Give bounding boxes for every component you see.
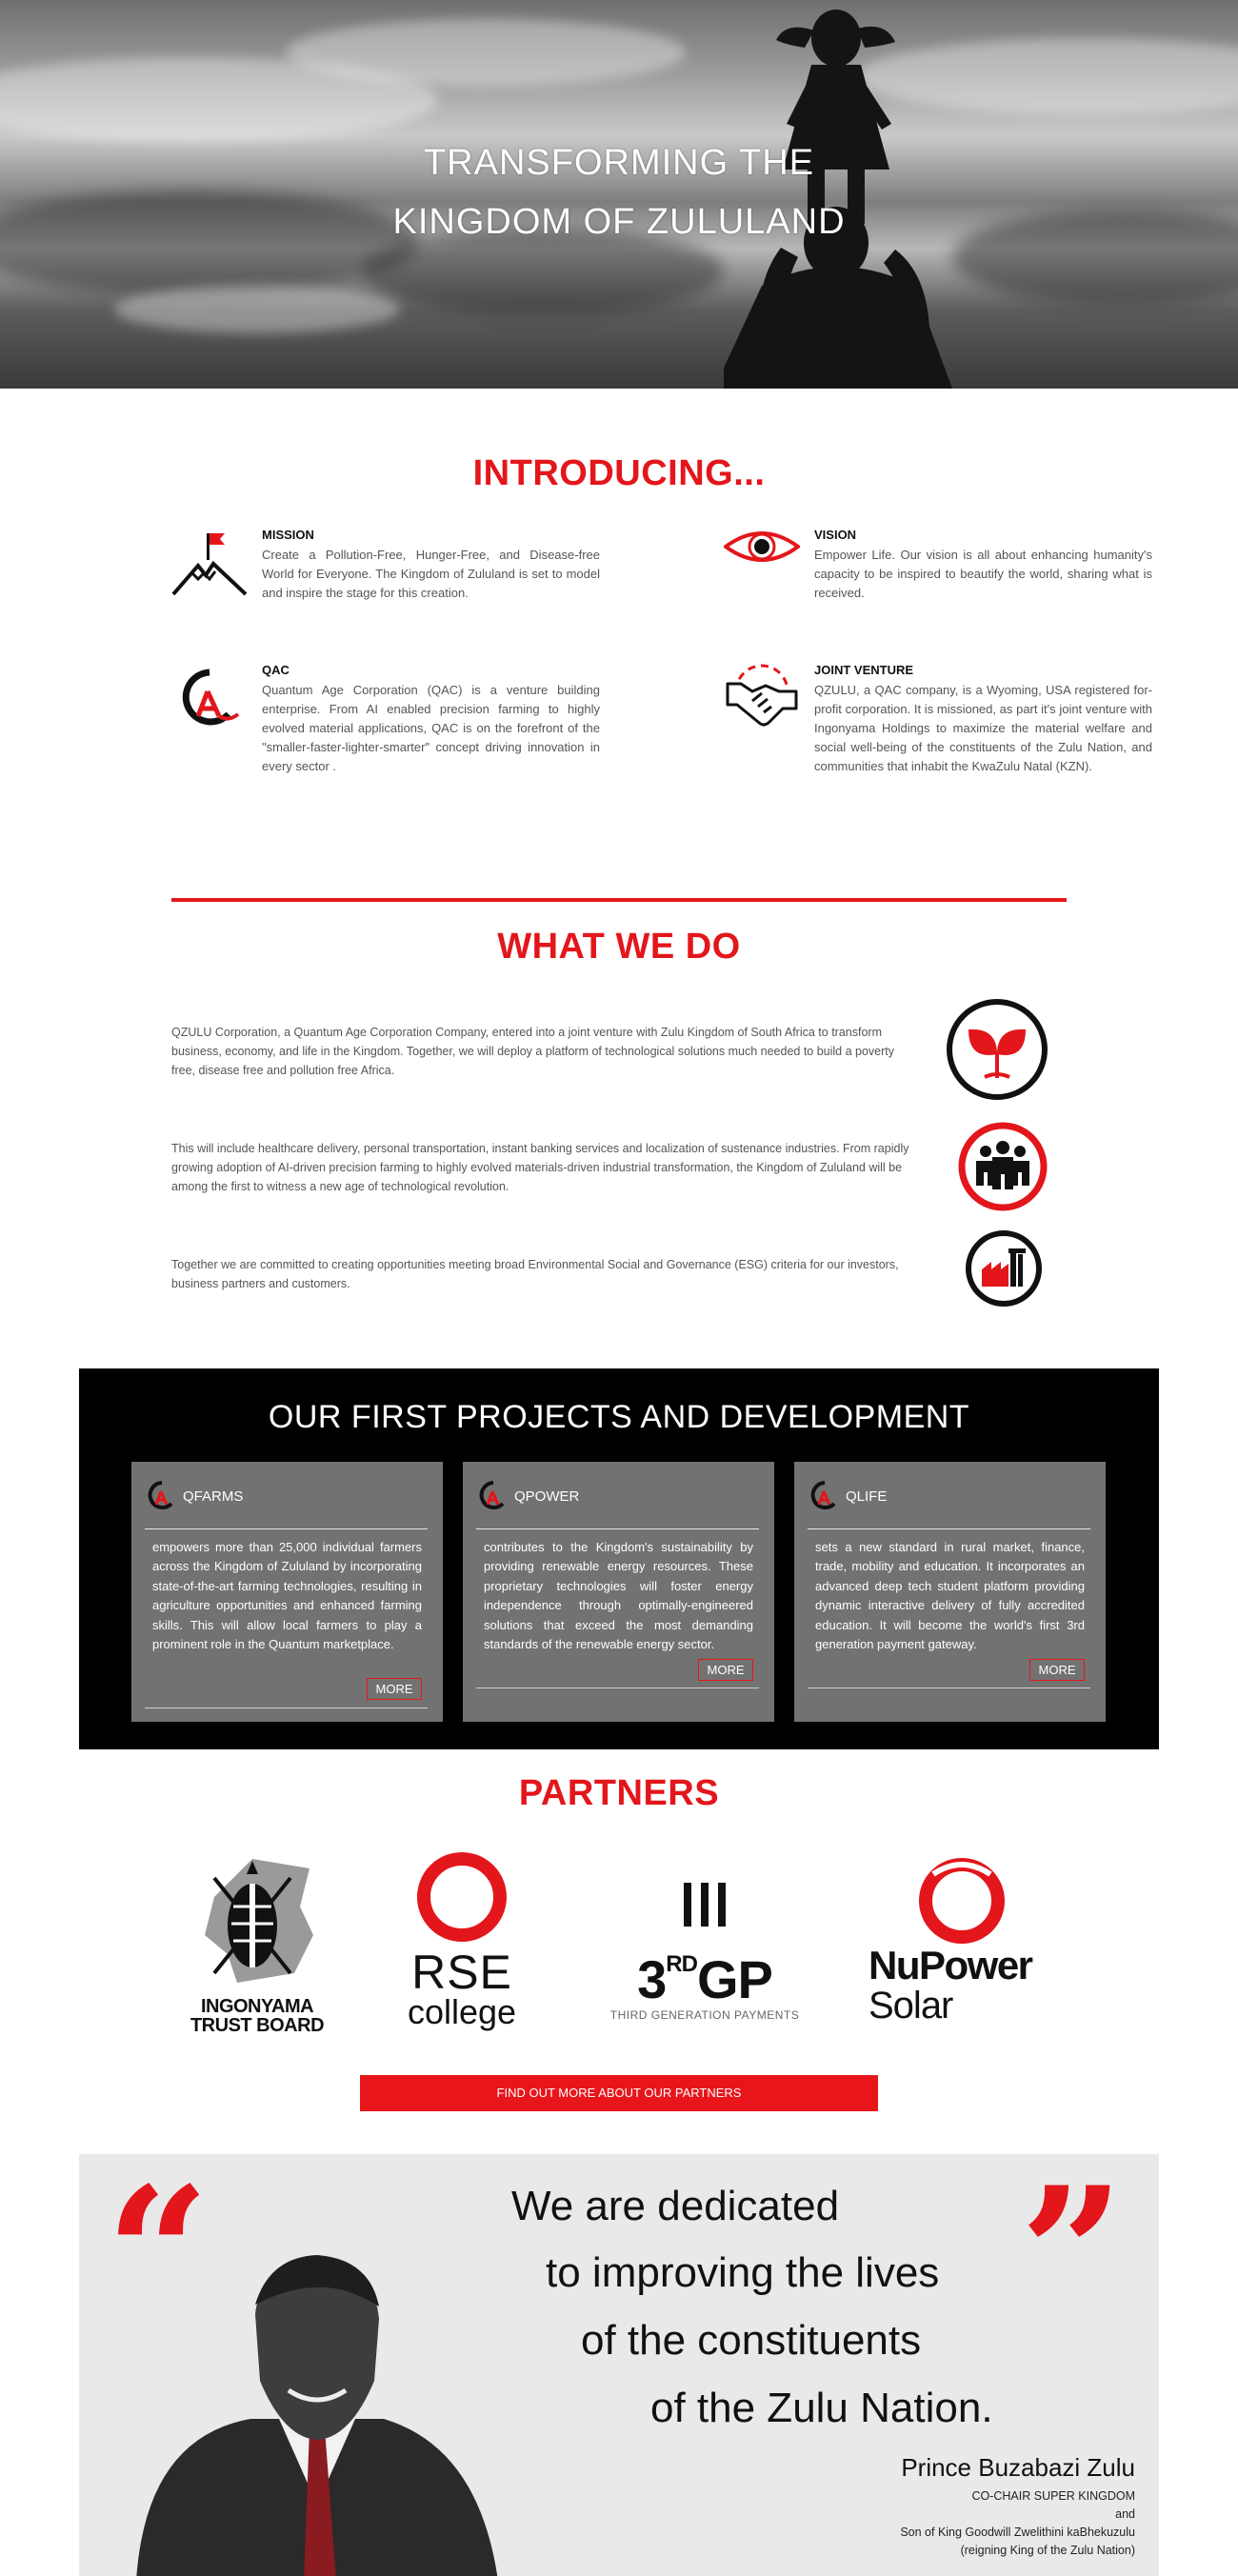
three-bars-icon	[676, 1881, 733, 1928]
ingonyama-line-2: TRUST BOARD	[190, 2015, 325, 2036]
3rdgp-tagline: THIRD GENERATION PAYMENTS	[609, 2008, 800, 2022]
3rdgp-wordmark	[600, 1936, 809, 2008]
hero-banner	[0, 0, 1238, 389]
qac-heading: QAC	[262, 663, 290, 677]
mission-heading: MISSION	[262, 528, 314, 542]
projects-section	[79, 1368, 1159, 1749]
partners-title: PARTNERS	[518, 1773, 720, 1813]
quote-line-4: of the Zulu Nation.	[650, 2385, 993, 2431]
author-and: and	[1115, 2507, 1135, 2521]
introducing-title: INTRODUCING...	[472, 453, 766, 493]
quote-section	[79, 2154, 1159, 2576]
leaf-icon	[945, 997, 1049, 1102]
qac-text: Quantum Age Corporation (QAC) is a venture building enterprise. From AI enabled precision farming to highly evolved material applications, QAC is on the forefront of the "smaller-faster-lighter-smarter" concept driving innovation in every sector .	[262, 683, 600, 773]
qlife-text: sets a new standard in rural market, finance, trade, mobility and education. It incorporates an advanced deep tech student platform providing dynamic interactive delivery of fully accredited education. It will become the world's first 3rd generation payment gateway.	[815, 1540, 1085, 1652]
vision-heading: VISION	[814, 528, 857, 542]
hero-title-line-1: TRANSFORMING THE	[423, 143, 815, 183]
author-relation: Son of King Goodwill Zwelithini kaBhekuzulu	[900, 2526, 1135, 2539]
qpower-name: QPOWER	[514, 1488, 580, 1505]
qpower-more-button[interactable]: MORE	[698, 1659, 753, 1681]
nupower-swirl-icon	[914, 1855, 1009, 1946]
what-we-do-paragraph-2: This will include healthcare delivery, personal transportation, instant banking services and localization of sustenance industries. From rapidly growing adoption of AI-driven precision farming to highly evolved materials-driven industrial transformation, the Kingdom of Zululand will be among the first to witness a new age of technological revolution.	[171, 1142, 909, 1193]
joint-venture-heading: JOINT VENTURE	[814, 663, 914, 677]
what-we-do-title: WHAT WE DO	[497, 927, 741, 967]
qlife-more-button[interactable]: MORE	[1029, 1659, 1085, 1681]
mountain-flag-icon	[171, 528, 248, 604]
hero-title-line-2: KINGDOM OF ZULULAND	[392, 202, 846, 242]
qpower-header	[476, 1477, 579, 1515]
rse-college-logo[interactable]	[390, 1849, 533, 2040]
author-role: CO-CHAIR SUPER KINGDOM	[971, 2489, 1135, 2503]
3rdgp-sup: RD	[666, 1951, 697, 1977]
author-relation-note: (reigning King of the Zulu Nation)	[960, 2544, 1135, 2557]
qlife-header	[808, 1477, 887, 1515]
qac-logo-icon	[145, 1479, 179, 1513]
hero-title	[0, 133, 1238, 251]
author-name: Prince Buzabazi Zulu	[901, 2453, 1135, 2482]
qfarms-more-button[interactable]: MORE	[367, 1678, 422, 1700]
project-card-qfarms	[131, 1462, 443, 1722]
joint-venture-text: QZULU, a QAC company, is a Wyoming, USA registered for-profit corporation. It is missioned, as part it's joint venture with Ingonyama Holdings to maximize the material welfare and social well-being of the constituents of the Zulu Nation, and communities that inhabit the KwaZulu Natal (KZN).	[814, 683, 1152, 773]
close-quote-mark: ”	[1020, 2154, 1125, 2360]
quote-author	[900, 2451, 1135, 2560]
mission-text: Create a Pollution-Free, Hunger-Free, and Disease-free World for Everyone. The Kingdom of Zululand is set to model and inspire the stage for this creation.	[262, 548, 600, 600]
qfarms-name: QFARMS	[183, 1488, 244, 1505]
rse-wordmark: RSE	[411, 1946, 512, 1999]
card-divider	[808, 1687, 1090, 1688]
quote-line-2: to improving the lives	[546, 2249, 940, 2296]
qlife-name: QLIFE	[846, 1488, 888, 1505]
qfarms-header	[145, 1477, 243, 1515]
3rdgp-number: 3	[637, 1949, 667, 2009]
nupower-wordmark: NuPower	[869, 1943, 1032, 1987]
card-divider	[145, 1528, 428, 1529]
card-divider	[808, 1528, 1090, 1529]
3rdgp-gp: GP	[696, 1949, 772, 2009]
projects-title: OUR FIRST PROJECTS AND DEVELOPMENT	[268, 1399, 970, 1435]
quote-line-3: of the constituents	[581, 2317, 922, 2364]
quote-line-1: We are dedicated	[511, 2183, 840, 2229]
section-divider	[171, 898, 1067, 902]
open-quote-mark: “	[106, 2154, 210, 2360]
nupower-solar-logo[interactable]	[869, 1855, 1059, 2036]
qfarms-text: empowers more than 25,000 individual farmers across the Kingdom of Zululand by incorporating state-of-the-art farming technologies, resulting in agriculture opportunities and enhanced farming skills. This will allow local farmers to play a prominent role in the Quantum marketplace.	[152, 1540, 422, 1652]
qac-logo-icon	[476, 1479, 510, 1513]
project-card-qpower	[463, 1462, 774, 1722]
rse-ring-icon	[414, 1849, 509, 1945]
ingonyama-wordmark	[186, 1997, 329, 2035]
card-divider	[476, 1687, 759, 1688]
what-we-do-paragraph-1: QZULU Corporation, a Quantum Age Corporation Company, entered into a joint venture with Zulu Kingdom of South Africa to transform business, economy, and life in the Kingdom. Together, we will deploy a platform of technological solutions much needed to build a poverty free, disease free and pollution free Africa.	[171, 1026, 895, 1077]
solar-wordmark: Solar	[869, 1985, 953, 2027]
ingonyama-line-1: INGONYAMA	[200, 1996, 314, 2017]
community-icon	[957, 1121, 1048, 1212]
project-card-qlife	[794, 1462, 1106, 1722]
qac-logo-icon	[171, 663, 248, 739]
industry-icon	[965, 1229, 1043, 1308]
find-out-more-partners-button[interactable]: FIND OUT MORE ABOUT OUR PARTNERS	[360, 2075, 878, 2111]
eye-icon	[724, 528, 800, 604]
handshake-icon	[724, 663, 800, 739]
ingonyama-shield-icon	[186, 1849, 329, 1992]
card-divider	[145, 1707, 428, 1708]
qpower-text: contributes to the Kingdom's sustainability by providing renewable energy resources. These proprietary technologies will foster energy independence through optimally-engineered solutions that exceed the most demanding standards of the renewable energy sector.	[484, 1540, 753, 1652]
card-divider	[476, 1528, 759, 1529]
what-we-do-paragraph-3: Together we are committed to creating opportunities meeting broad Environmental Social and Governance (ESG) criteria for our investors, business partners and customers.	[171, 1258, 899, 1290]
rse-college-wordmark: college	[407, 1992, 517, 2031]
ingonyama-trust-board-logo[interactable]	[186, 1849, 329, 2040]
third-generation-payments-logo[interactable]	[600, 1881, 809, 2033]
qac-logo-icon	[808, 1479, 842, 1513]
vision-text: Empower Life. Our vision is all about enhancing humanity's capacity to be inspired to beautify the world, sharing what is received.	[814, 548, 1152, 600]
